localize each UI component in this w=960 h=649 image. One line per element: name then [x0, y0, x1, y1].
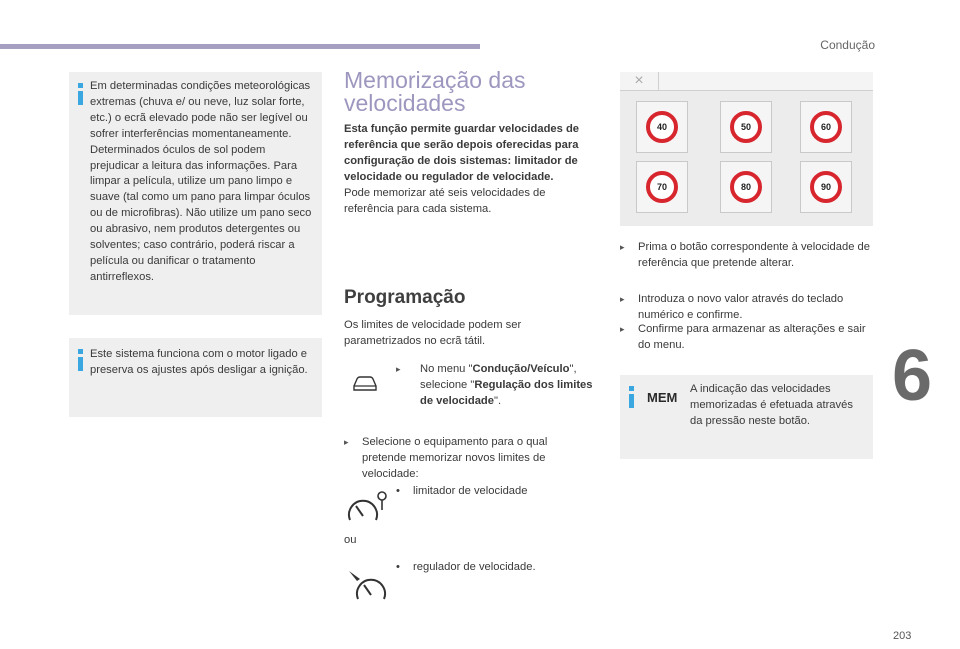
prog-text: Os limites de velocidade podem ser parametrizados no ecrã tátil. [344, 319, 522, 347]
top-accent-bar [0, 44, 480, 49]
info-icon [78, 83, 83, 88]
bullet-marker: ▸ [620, 294, 625, 304]
right-bullet-2-text: Introduza o novo valor através do teclado numérico e confirme. [638, 293, 844, 321]
step1-text-a: No menu " [420, 363, 473, 375]
right-bullet-1-text: Prima o botão correspondente à velocidade de referência que pretende alterar. [638, 241, 870, 269]
intro-bold: Esta função permite guardar velocidades de referência que serão depois oferecidas para configuração de dois sistemas: limitador de velocidade ou regulador de velocidade. [344, 123, 580, 183]
speed-button-80[interactable] [720, 161, 772, 213]
speed-button-40[interactable] [636, 101, 688, 153]
speed-sign-40: 40 [646, 111, 678, 143]
or-text: ou [344, 534, 357, 546]
right-bullet-1 [620, 240, 875, 272]
section-heading: Programação [344, 287, 466, 308]
info-icon-stem [78, 357, 83, 371]
speed-button-90[interactable] [800, 161, 852, 213]
speed-sign-90: 90 [810, 171, 842, 203]
speed-limiter-icon [346, 488, 390, 528]
option-limiter-label: limitador de velocidade [413, 485, 528, 497]
speed-sign-70: 70 [646, 171, 678, 203]
car-icon [350, 372, 380, 394]
info-box-weather [69, 72, 322, 315]
option-cruise [396, 560, 576, 576]
speed-button-60[interactable] [800, 101, 852, 153]
page-number: 203 [893, 630, 912, 642]
option-cruise-label: regulador de velocidade. [413, 561, 536, 573]
close-tab[interactable] [620, 72, 659, 90]
tab-divider [658, 72, 659, 90]
page-title-line1: Memorização das [344, 67, 526, 93]
intro [344, 122, 590, 217]
close-icon: × [634, 72, 644, 89]
submenu-name: Regulação dos limites de velocidade [420, 378, 593, 407]
mem-note: A indicação das velocidades memorizadas é efetuada através da pressão neste botão. [690, 383, 853, 427]
speed-button-50[interactable] [720, 101, 772, 153]
right-bullet-3 [620, 322, 875, 354]
step1-text-e: ". [494, 394, 502, 407]
info-icon-stem [78, 91, 83, 105]
bullet-marker: ▸ [344, 437, 349, 447]
info-icon-stem [629, 394, 634, 408]
intro-text: Pode memorizar até seis velocidades de referência para cada sistema. [344, 186, 546, 215]
page-title [344, 69, 584, 115]
engine-note: Este sistema funciona com o motor ligado e preserva os ajustes após desligar a ignição. [90, 348, 308, 376]
option-limiter [396, 484, 576, 500]
bullet-marker: ▸ [620, 242, 625, 252]
section-title: Condução [820, 38, 875, 52]
screen-mockup [620, 72, 873, 226]
speed-sign-60: 60 [810, 111, 842, 143]
info-box-mem [620, 375, 873, 459]
bullet-marker: ▸ [620, 324, 625, 334]
page-title-line2: velocidades [344, 90, 466, 116]
step1 [396, 362, 596, 410]
speed-button-70[interactable] [636, 161, 688, 213]
right-bullet-2 [620, 292, 875, 324]
bullet-dot: • [396, 561, 400, 573]
step1-text-c: ", selecione " [420, 363, 577, 391]
info-icon [78, 349, 83, 354]
weather-note: Em determinadas condições meteorológicas extremas (chuva e/ ou neve, luz solar forte, etc.) o ecrã elevado pode não ser legível ou sofrer interferências momentaneamente. Determinados óculos de sol podem prejudicar a leitura das informações. Para limpar a película, utilize um pano limpo e suave (tal como um pano para limpar óculos ou de microfibras). Não utilize um pano seco ou abrasivo, nem produtos detergentes ou solventes; caso contrário, poderá riscar a película ou danificar o tratamento antirreflexos. [90, 80, 312, 283]
info-icon [629, 386, 634, 391]
right-bullet-3-text: Confirme para armazenar as alterações e sair do menu. [638, 323, 866, 351]
menu-name: Condução/Veículo [472, 363, 570, 375]
cruise-control-icon [346, 565, 390, 605]
speed-sign-80: 80 [730, 171, 762, 203]
step2 [344, 435, 584, 483]
bullet-dot: • [396, 485, 400, 497]
bullet-marker: ▸ [396, 364, 401, 374]
chapter-number: 6 [892, 336, 933, 416]
speed-sign-50: 50 [730, 111, 762, 143]
step2-text: Selecione o equipamento para o qual pretende memorizar novos limites de velocidade: [362, 436, 548, 480]
info-box-engine [69, 338, 322, 417]
mem-button[interactable]: MEM [647, 390, 678, 405]
